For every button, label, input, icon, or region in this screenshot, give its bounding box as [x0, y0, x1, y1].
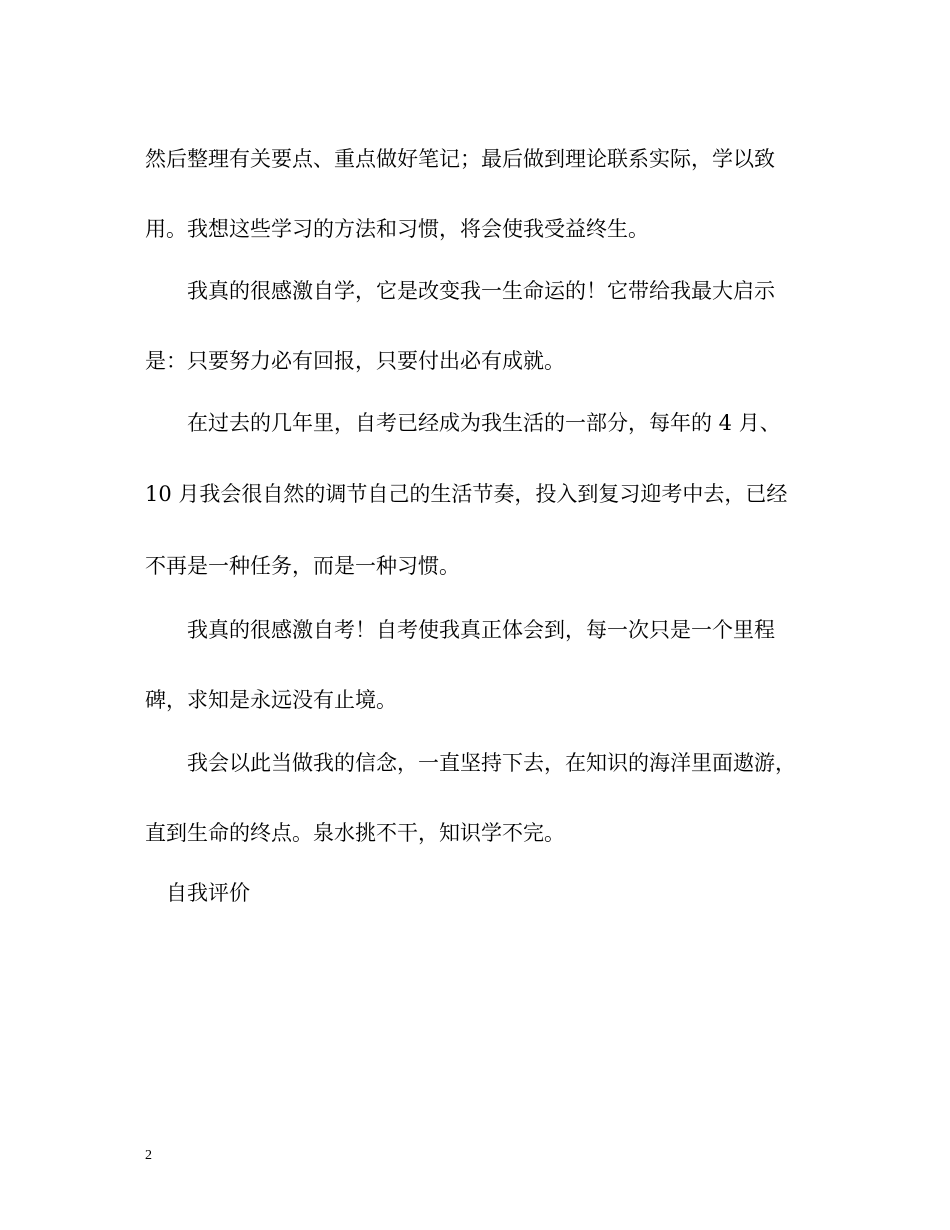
paragraph-first-line: 我真的很感激自考！自考使我真正体会到，每一次只是一个里程	[187, 618, 775, 642]
section-heading: 自我评价	[166, 881, 250, 905]
text-line: 10 月我会很自然的调节自己的生活节奏，投入到复习迎考中去，已经	[145, 482, 788, 506]
text-line: 然后整理有关要点、重点做好笔记；最后做到理论联系实际，学以致	[145, 147, 775, 171]
text-line: 是：只要努力必有回报，只要付出必有成就。	[145, 349, 565, 373]
text-line: 碑，求知是永远没有止境。	[145, 688, 397, 712]
paragraph-first-line: 在过去的几年里，自考已经成为我生活的一部分，每年的 4 月、	[187, 411, 781, 435]
paragraph-first-line: 我真的很感激自学，它是改变我一生命运的！它带给我最大启示	[187, 279, 775, 303]
page-number: 2	[145, 1148, 152, 1163]
paragraph-first-line: 我会以此当做我的信念，一直坚持下去，在知识的海洋里面遨游，	[187, 751, 796, 775]
text-line: 用。我想这些学习的方法和习惯，将会使我受益终生。	[145, 217, 649, 241]
text-line: 不再是一种任务，而是一种习惯。	[145, 554, 460, 578]
text-line: 直到生命的终点。泉水挑不干，知识学不完。	[145, 821, 565, 845]
